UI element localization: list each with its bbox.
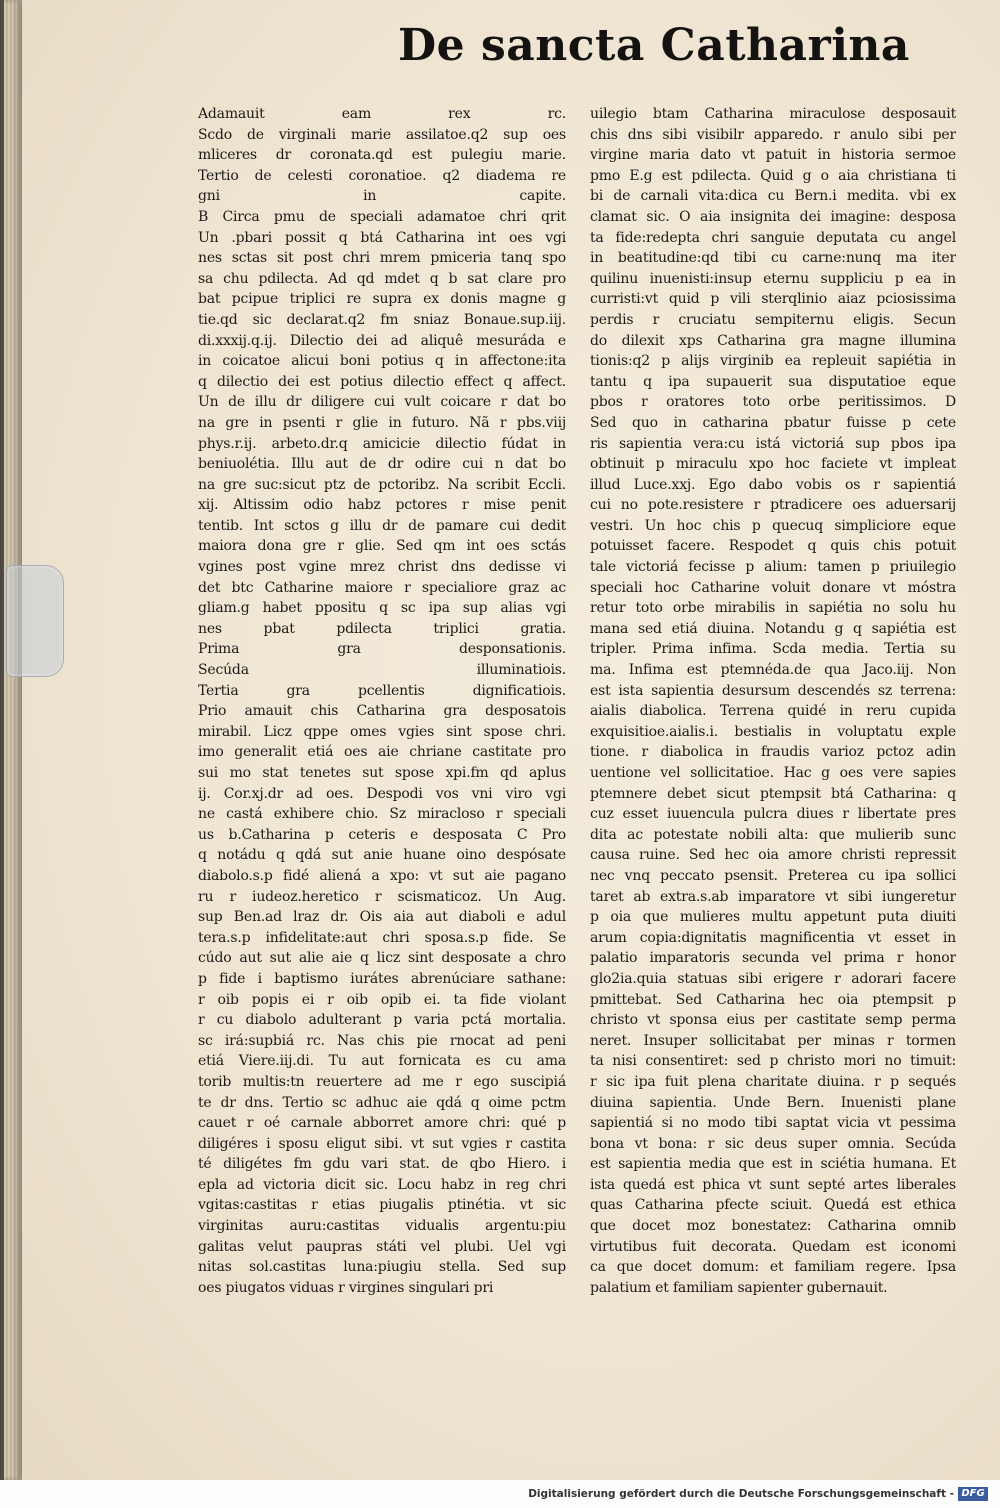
text-line: tionis:q2 p alijs virginib ea repleuit sapiétia in — [590, 353, 956, 370]
text-line: tera.s.p infidelitate:aut chri sposa.s.p fide. Se — [198, 929, 566, 946]
text-line: quas Catharina pfecte sciuit. Quedá est ethica — [590, 1197, 956, 1214]
text-line: virtutibus fuit decorata. Quedam est iconomi — [590, 1238, 956, 1255]
text-line: illud Luce.xxj. Ego dabo vobis os r sapientiá — [590, 476, 956, 493]
text-line: torib multis:tn reuertere ad me r ego suscipiá — [198, 1073, 566, 1090]
text-line: ista quedá est phica vt sunt septé artes liberales — [590, 1176, 956, 1193]
text-line: tripler. Prima infima. Scda media. Tertia su — [590, 641, 956, 658]
text-line: tie.qd sic declarat.q2 fm sniaz Bonaue.sup.iij. — [198, 311, 566, 328]
text-line: tentib. Int sctos g illu dr de pamare cui dedit — [198, 517, 566, 534]
text-line: ta fide:redepta chri sanguie deputata cu angel — [590, 229, 956, 246]
running-title: De sancta Catharina — [398, 20, 910, 71]
text-line: imo generalit etiá oes aie chriane castitate pro — [198, 744, 566, 761]
text-line: té diligétes fm gdu vari stat. de qbo Hiero. i — [198, 1156, 566, 1173]
text-line: nitas sol.castitas luna:piugiu stella. Sed sup — [198, 1259, 566, 1276]
text-line: diabolo.s.p fidé aliená a xpo: vt sut aie pagano — [198, 867, 566, 884]
text-line: ne castá exhibere chio. Sz miracloso r speciali — [198, 806, 566, 823]
text-line: maiora dona gre r glie. Sed qm int oes sctás — [198, 538, 566, 555]
text-line: cúdo aut sut alie aie q licz sint desposate a chro — [198, 950, 566, 967]
text-line: ris sapientia vera:cu istá victoriá sup pbos ipa — [590, 435, 956, 452]
text-line: palatium et familiam sapienter gubernauit. — [590, 1279, 888, 1296]
text-line: ptemnere debet sicut ptempsit btá Catharina: q — [590, 785, 956, 802]
text-line: sc irá:supbiá rc. Nas chis pie rnocat ad peni — [198, 1032, 566, 1049]
text-line: glo2ia.quia statuas sibi erigere r adorari facere — [590, 970, 956, 987]
digitization-footer — [0, 1480, 1000, 1508]
text-line: causa ruine. Sed hec oia amore christi repressit — [590, 847, 956, 864]
text-line: Sed quo in catharina pbatur fuisse p cete — [590, 414, 956, 431]
right-text-column — [590, 104, 956, 1298]
text-line: etiá Viere.iij.di. Tu aut fornicata es cu ama — [198, 1053, 566, 1070]
text-line: r sic ipa fuit plena charitate diuina. r p sequés — [590, 1073, 956, 1090]
text-line: Adamauit eam rex rc. — [198, 106, 566, 122]
running-title-bar — [22, 12, 1000, 82]
text-line: exquisitioe.aialis.i. bestialis in voluptatu exple — [590, 723, 956, 740]
text-line: pbos r oratores toto orbe peritissimos. D — [590, 394, 956, 411]
text-line: retur toto orbe mirabilis in sapiétia no solu hu — [590, 600, 956, 617]
text-line: vgines post vgine mrez christ dns dedisse vi — [198, 559, 566, 576]
text-line: quilinu inuenisti:insup eternu suppliciu p ea in — [590, 270, 956, 287]
text-line: ta nisi consentiret: sed p christo mori no timuit: — [590, 1053, 956, 1070]
text-line: bi de carnali vita:dica cu Bern.i medita. vbi ex — [590, 188, 956, 205]
text-line: mana sed etiá diuina. Notandu g q sapiétia est — [590, 620, 956, 637]
text-line: aialis diabolica. Terrena quidé in reru cupida — [590, 703, 956, 720]
text-line: ma. Infima est ptemnéda.de qua Jaco.iij. Non — [590, 662, 956, 679]
text-line: virginitas auru:castitas vidualis argentu:piu — [198, 1218, 566, 1235]
text-line: in beatitudine:qd tibi cu carne:nunq ma iter — [590, 250, 956, 267]
text-line: neret. Insuper sollicitabat per minas r tormen — [590, 1032, 956, 1049]
text-line: est sapientia media que est in sciétia humana. Et — [590, 1156, 956, 1173]
text-line: us b.Catharina p ceteris e desposata C Pro — [198, 826, 566, 843]
text-line: cauet r oé carnale abborret amore chri: qué p — [198, 1115, 566, 1132]
text-line: Secúda illuminatiois. — [198, 662, 566, 679]
transparent-clip — [6, 565, 64, 677]
text-line: phys.r.ij. arbeto.dr.q amicicie dilectio fúdat in — [198, 435, 566, 452]
dfg-credit: Digitalisierung gefördert durch die Deutsche Forschungsgemeinschaft - — [528, 1488, 954, 1500]
text-line: nes sctas sit post chri mrem pmiceria tanq spo — [198, 250, 566, 267]
text-line: sui mo stat tenetes sut spose xpi.fm qd aplus — [198, 765, 566, 781]
text-line: cuz esset iuuencula pulcra diues r libertate pres — [590, 806, 956, 823]
text-line: perdis r cruciatu sempiternu eligis. Secun — [590, 311, 956, 328]
text-line: christo vt sponsa eius per castitate semp perma — [590, 1012, 956, 1029]
text-line: ru r iudeoz.heretico r scismaticoz. Un Aug. — [198, 888, 566, 905]
left-text-column — [198, 104, 566, 1298]
text-line: arum copia:dignitatis magnificentia vt esset in — [590, 929, 956, 946]
text-line: Prima gra desponsationis. — [198, 641, 566, 658]
text-line: diligéres i sposu eligut sibi. vt sut vgies r castita — [198, 1135, 566, 1152]
text-line: di.xxxij.q.ij. Dilectio dei ad aliquê mesuráda e — [198, 332, 566, 349]
text-line: diuina sapientia. Unde Bern. Inuenisti plane — [590, 1094, 956, 1111]
text-line: na gre in psenti r glie in futuro. Nã r pbs.viij — [198, 414, 566, 431]
text-line: taret ab extra.s.ab imparatore vt sibi iungeretur — [590, 888, 956, 905]
text-line: Un .pbari possit q btá Catharina int oes vgi — [198, 229, 566, 246]
text-line: obtinuit p miraculu xpo hoc faciete vt impleat — [590, 456, 956, 473]
text-line: oes piugatos viduas r virgines singulari pri — [198, 1279, 494, 1296]
text-line: uentione vel sollicitatioe. Hac g oes vere sapies — [590, 765, 956, 781]
text-line: palatio imparatoris secunda vel prima r honor — [590, 950, 956, 967]
text-line: do dilexit xps Catharina gra magne illumina — [590, 332, 956, 349]
text-line: vestri. Un hoc chis p quecuq simpliciore eque — [590, 517, 956, 534]
text-line: ij. Cor.xj.dr ad oes. Despodi vos vni viro vgi — [198, 785, 566, 802]
text-line: Tertia gra pcellentis dignificatiois. — [198, 682, 566, 699]
text-line: curristi:vt quid p vili sterqlinio aiaz pciosissima — [590, 291, 956, 308]
text-line: Tertio de celesti coronatioe. q2 diadema re — [198, 167, 566, 184]
text-line: na gre suc:sicut ptz de pctoribz. Na scribit Eccli. — [198, 476, 566, 493]
text-line: Prio amauit chis Catharina gra desposatois — [198, 703, 566, 720]
text-line: xij. Altissim odio habz pctores r mise penit — [198, 497, 566, 514]
text-line: speciali hoc Catharine voluit donare vt móstra — [590, 579, 956, 596]
text-line: tantu q ipa supauerit sua disputatioe eque — [590, 373, 956, 390]
text-line: B Circa pmu de speciali adamatoe chri qrit — [198, 208, 566, 225]
text-line: pmo E.g est pdilecta. Quid g o aia christiana ti — [590, 167, 956, 184]
text-line: que docet moz bonestatez: Catharina omnib — [590, 1218, 956, 1235]
text-line: tale victoriá fecisse p alium: tamen p priuilegio — [590, 559, 956, 576]
text-line: nec vnq peccato psensit. Preterea cu ipa sollici — [590, 867, 956, 884]
text-line: potuisset facere. Respodet q quis chis potuit — [590, 538, 956, 555]
text-line: bat pcipue triplici re supra ex donis magne g — [198, 291, 566, 308]
text-line: q dilectio dei est potius dilectio effect q affect. — [198, 373, 566, 390]
dfg-logo: DFG — [958, 1487, 988, 1501]
text-line: gni in capite. — [198, 188, 566, 205]
text-line: pmittebat. Sed Catharina hec oia ptempsit p — [590, 991, 956, 1008]
text-line: tione. r diabolica in fraudis varioz pctoz adin — [590, 744, 956, 761]
text-line: p oia que mulieres multu appetunt puta diuiti — [590, 909, 956, 926]
text-line: mliceres dr coronata.qd est pulegiu marie. — [198, 147, 566, 164]
text-line: r cu diabolo adulterant p varia pctá mortalia. — [198, 1012, 566, 1029]
text-line: uilegio btam Catharina miraculose desposauit — [590, 106, 956, 122]
text-line: clamat sic. O aia insignita dei imagine: desposa — [590, 208, 956, 225]
book-page — [22, 0, 1000, 1480]
text-line: sapientiá si no modo tibi saptat vicia vt pessima — [590, 1115, 956, 1132]
text-line: p fide i baptismo iurátes abrenúciare sathane: — [198, 970, 566, 987]
text-line: nes pbat pdilecta triplici gratia. — [198, 620, 566, 637]
text-line: q notádu q qdá sut anie huane oino despósate — [198, 847, 566, 864]
text-line: Un de illu dr diligere cui vult coicare r dat bo — [198, 394, 566, 411]
text-line: cui no pote.resistere r ptradicere oes aduersarij — [590, 497, 956, 514]
text-line: chis dns sibi visibilr apparedo. r anulo sibi per — [590, 126, 956, 143]
text-line: est ista sapientia desursum descendés sz terrena: — [590, 682, 956, 699]
text-line: gliam.g habet ppositu q sc ipa sup alias vgi — [198, 600, 566, 617]
text-line: beniuolétia. Illu aut de dr odire cui n dat bo — [198, 456, 566, 473]
text-line: virgine maria dato vt patuit in historia sermoe — [590, 147, 956, 164]
text-line: ca que docet domum: et familiam regere. Ipsa — [590, 1259, 956, 1276]
text-line: det btc Catharine maiore r specialiore graz ac — [198, 579, 566, 596]
text-line: in coicatoe alicui boni potius q in affectone:ita — [198, 353, 566, 370]
text-line: epla ad victoria dicit sic. Locu habz in reg chri — [198, 1176, 566, 1193]
text-line: dita ac potestate nobili alta: que mulierib sunc — [590, 826, 956, 843]
text-line: sup Ben.ad lraz dr. Ois aia aut diaboli e adul — [198, 909, 566, 926]
text-line: galitas velut paupras státi vel plubi. Uel vgi — [198, 1238, 566, 1255]
text-line: vgitas:castitas r etias piugalis ptinétia. vt sic — [198, 1197, 566, 1214]
text-line: Scdo de virginali marie assilatoe.q2 sup oes — [198, 126, 566, 143]
text-line: te dr dns. Tertio sc adhuc aie qdá q oime pctm — [198, 1094, 566, 1111]
text-line: r oib popis ei r oib opib ei. ta fide violant — [198, 991, 566, 1008]
text-line: mirabil. Licz qppe omes vgies sint spose chri. — [198, 723, 566, 740]
text-line: bona vt bona: r sic deus super omnia. Secúda — [590, 1135, 956, 1152]
text-line: sa chu pdilecta. Ad qd mdet q b sat clare pro — [198, 270, 566, 287]
